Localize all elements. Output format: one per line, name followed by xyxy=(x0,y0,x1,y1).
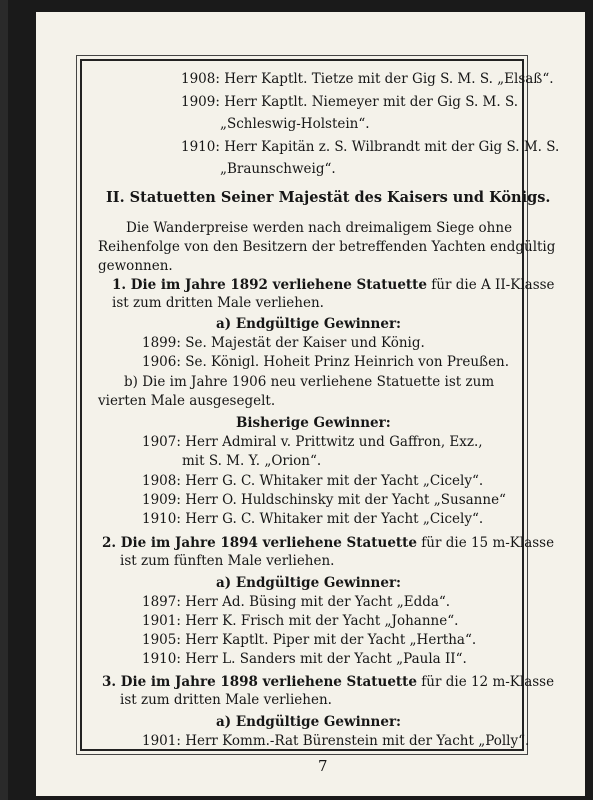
entry-1910-cont xyxy=(220,160,336,178)
item1-line2: ist zum dritten Male verliehen. xyxy=(112,295,324,311)
book-page xyxy=(36,12,585,796)
item1-lead-bold: 1. Die im Jahre 1892 verliehene Statuette xyxy=(112,277,427,293)
winner-text: Herr K. Frisch mit der Yacht „Johanne“. xyxy=(185,613,459,629)
winner-year: 1899: xyxy=(142,335,181,351)
winner-1899 xyxy=(142,334,425,352)
winner-year: 1910: xyxy=(142,511,181,527)
winner-1909 xyxy=(142,491,506,509)
intro-line-1 xyxy=(126,219,513,237)
winner-year: 1906: xyxy=(142,354,181,370)
winner-1901 xyxy=(142,732,529,750)
item1-b-line1 xyxy=(124,373,495,391)
entry-1908 xyxy=(181,70,554,88)
item1-sub-b: Bisherige Gewinner: xyxy=(236,415,391,431)
winner-text: Herr G. C. Whitaker mit der Yacht „Cicely“. xyxy=(185,511,484,527)
winner-1905 xyxy=(142,631,476,649)
winner-year: 1901: xyxy=(142,613,181,629)
winner-year: 1908: xyxy=(142,473,181,489)
winner-1901 xyxy=(142,612,458,630)
item3-lead-bold: 3. Die im Jahre 1898 verliehene Statuette xyxy=(102,674,417,690)
item1-b-line2: vierten Male ausgesegelt. xyxy=(98,393,276,409)
winner-text: Herr Ad. Büsing mit der Yacht „Edda“. xyxy=(185,594,451,610)
winner-1897 xyxy=(142,593,450,611)
winner-1907-cont: mit S. M. Y. „Orion“. xyxy=(182,453,322,469)
section-heading: II. Statuetten Seiner Majestät des Kaisers und Königs. xyxy=(106,189,551,206)
item2-lead xyxy=(102,534,554,552)
winner-text: Herr O. Huldschinsky mit der Yacht „Susanne“ xyxy=(185,492,506,508)
item2-lead-rest: für die 15 m-Klasse xyxy=(421,535,555,551)
winner-text: Se. Königl. Hoheit Prinz Heinrich von Preußen. xyxy=(185,354,510,370)
winner-text: Herr Kaptlt. Piper mit der Yacht „Hertha“. xyxy=(185,632,477,648)
entry-text: „Braunschweig“. xyxy=(220,161,336,177)
page-number: 7 xyxy=(318,757,328,775)
winner-year: 1901: xyxy=(142,733,181,749)
winner-1910 xyxy=(142,650,467,668)
winner-text: Herr Admiral v. Prittwitz und Gaffron, Exz., xyxy=(185,434,483,450)
winner-text: Herr Komm.-Rat Bürenstein mit der Yacht „Polly“. xyxy=(185,733,530,749)
item3-lead xyxy=(102,673,554,691)
entry-1910 xyxy=(181,138,559,156)
winner-1907 xyxy=(142,433,483,451)
winner-year: 1905: xyxy=(142,632,181,648)
entry-year: 1909: xyxy=(181,94,220,110)
winner-1910 xyxy=(142,510,483,528)
intro-text: Die Wanderpreise werden nach dreimaligem Siege ohne xyxy=(126,220,513,236)
winner-1906 xyxy=(142,353,509,371)
item2-lead-bold: 2. Die im Jahre 1894 verliehene Statuette xyxy=(102,535,417,551)
intro-text: Reihenfolge von den Besitzern der betreffenden Yachten endgültig xyxy=(98,239,556,255)
winner-text: Se. Majestät der Kaiser und König. xyxy=(185,335,425,351)
item3-sub-a: a) Endgültige Gewinner: xyxy=(216,714,402,730)
entry-year: 1908: xyxy=(181,71,220,87)
entry-1909 xyxy=(181,93,518,111)
winner-text: Herr L. Sanders mit der Yacht „Paula II“. xyxy=(185,651,467,667)
winner-year: 1907: xyxy=(142,434,181,450)
entry-year: 1910: xyxy=(181,139,220,155)
intro-line-3: gewonnen. xyxy=(98,258,173,274)
item2-line2: ist zum fünften Male verliehen. xyxy=(120,553,335,569)
entry-1909-cont xyxy=(220,115,370,133)
item3-lead-rest: für die 12 m-Klasse xyxy=(421,674,555,690)
item1-b-text: b) Die im Jahre 1906 neu verliehene Statuette ist zum xyxy=(124,374,495,390)
item1-sub-a: a) Endgültige Gewinner: xyxy=(216,316,402,332)
winner-1908 xyxy=(142,472,483,490)
intro-line-2 xyxy=(98,238,556,256)
book-binding-edge xyxy=(0,0,8,800)
winner-text: Herr G. C. Whitaker mit der Yacht „Cicely“. xyxy=(185,473,484,489)
entry-text: „Schleswig-Holstein“. xyxy=(220,116,370,132)
entry-text: Herr Kaptlt. Tietze mit der Gig S. M. S. „Elsaß“. xyxy=(224,71,554,87)
item1-lead-rest: für die A II-Klasse xyxy=(431,277,555,293)
winner-year: 1910: xyxy=(142,651,181,667)
item3-line2: ist zum dritten Male verliehen. xyxy=(120,692,332,708)
winner-year: 1897: xyxy=(142,594,181,610)
item1-lead xyxy=(112,276,555,294)
entry-text: Herr Kapitän z. S. Wilbrandt mit der Gig S. M. S. xyxy=(224,139,560,155)
winner-year: 1909: xyxy=(142,492,181,508)
entry-text: Herr Kaptlt. Niemeyer mit der Gig S. M. S. xyxy=(224,94,519,110)
item2-sub-a: a) Endgültige Gewinner: xyxy=(216,575,402,591)
